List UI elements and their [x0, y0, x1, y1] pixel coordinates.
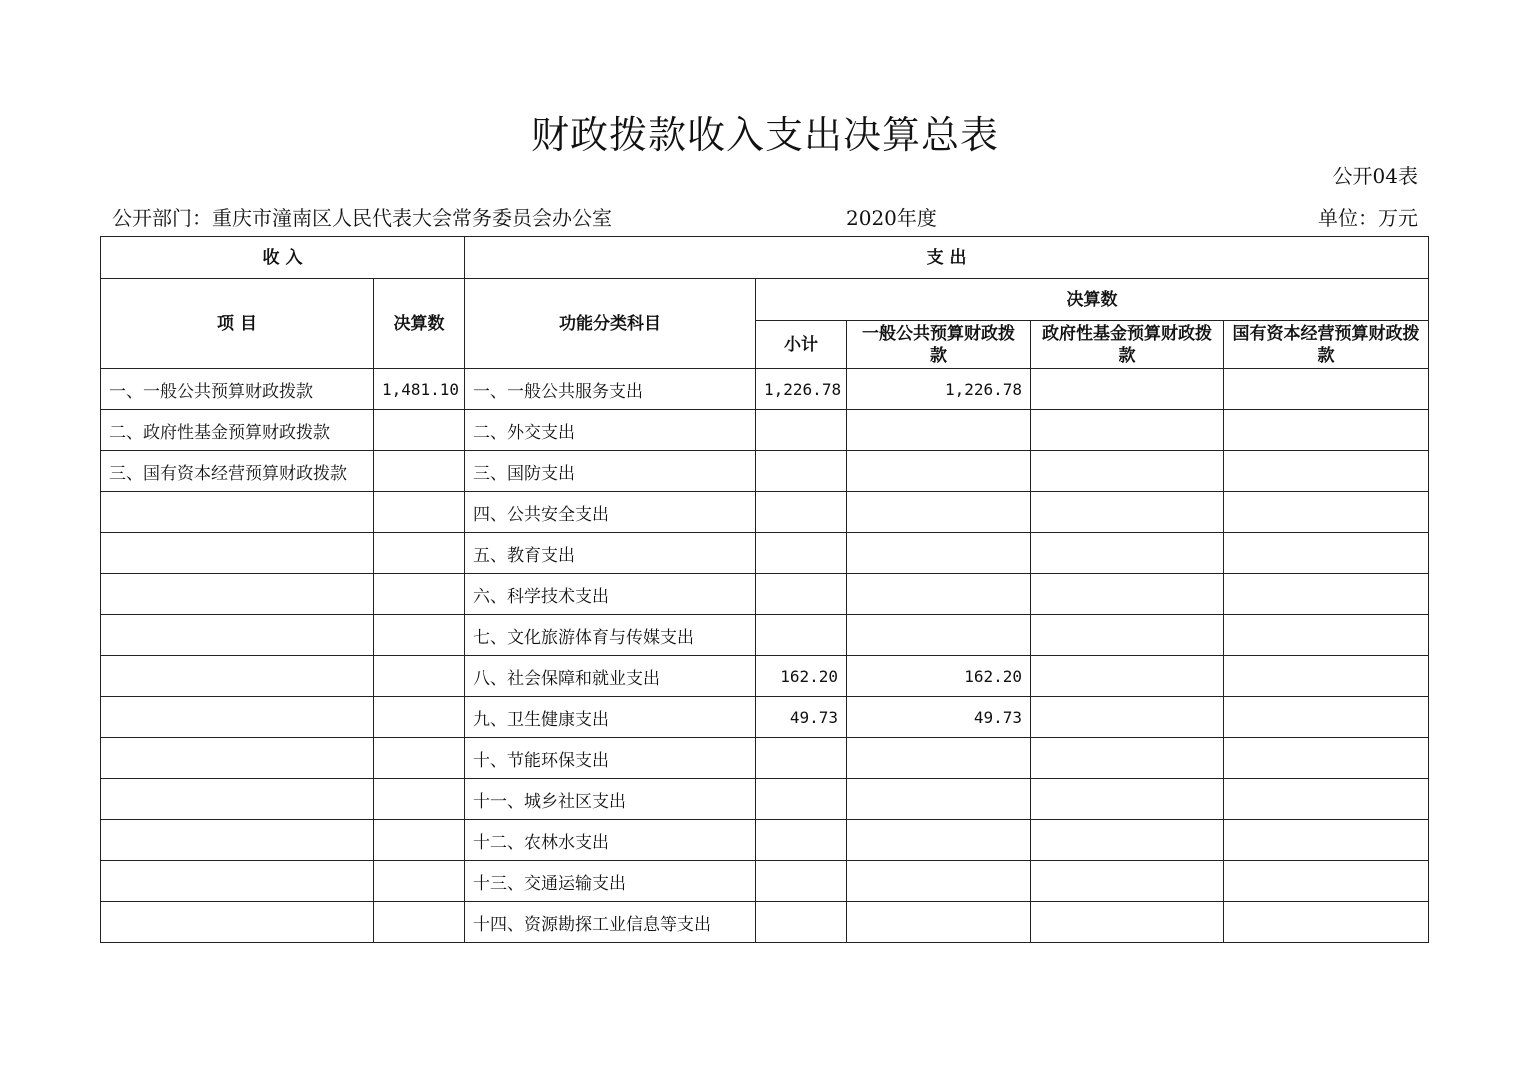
income-item-cell — [101, 861, 374, 902]
state-capital-cell — [1224, 533, 1429, 574]
budget-table — [100, 236, 1429, 943]
general-budget-cell: 162.20 — [847, 656, 1031, 697]
state-capital-cell — [1224, 697, 1429, 738]
item-header: 项 目 — [101, 279, 374, 369]
gov-fund-cell — [1031, 697, 1224, 738]
gov-fund-header: 政府性基金预算财政拨款 — [1031, 321, 1224, 369]
subtotal-cell — [756, 902, 847, 943]
category-cell: 十一、城乡社区支出 — [465, 779, 756, 820]
category-cell: 十三、交通运输支出 — [465, 861, 756, 902]
subtotal-header: 小计 — [756, 321, 847, 369]
income-amount-header: 决算数 — [374, 279, 465, 369]
income-item-cell: 一、一般公共预算财政拨款 — [101, 369, 374, 410]
subtotal-cell — [756, 533, 847, 574]
state-capital-cell — [1224, 738, 1429, 779]
general-budget-cell: 1,226.78 — [847, 369, 1031, 410]
page-title: 财政拨款收入支出决算总表 — [530, 113, 999, 157]
subtotal-cell — [756, 451, 847, 492]
state-capital-cell — [1224, 574, 1429, 615]
table-row — [101, 451, 1429, 492]
table-row — [101, 779, 1429, 820]
income-amount-cell — [374, 533, 465, 574]
income-amount-cell: 1,481.10 — [374, 369, 465, 410]
category-cell: 三、国防支出 — [465, 451, 756, 492]
table-row — [101, 902, 1429, 943]
general-budget-cell — [847, 861, 1031, 902]
category-cell: 七、文化旅游体育与传媒支出 — [465, 615, 756, 656]
general-budget-cell — [847, 738, 1031, 779]
income-amount-cell — [374, 574, 465, 615]
function-category-header: 功能分类科目 — [465, 279, 756, 369]
subtotal-cell — [756, 861, 847, 902]
state-capital-cell — [1224, 902, 1429, 943]
table-row — [101, 533, 1429, 574]
gov-fund-cell — [1031, 574, 1224, 615]
general-budget-cell — [847, 820, 1031, 861]
category-cell: 六、科学技术支出 — [465, 574, 756, 615]
subtotal-cell — [756, 492, 847, 533]
table-row — [101, 574, 1429, 615]
department-label: 公开部门：重庆市潼南区人民代表大会常务委员会办公室 — [112, 206, 612, 230]
income-amount-cell — [374, 656, 465, 697]
income-item-cell — [101, 902, 374, 943]
general-budget-cell — [847, 492, 1031, 533]
gov-fund-cell — [1031, 369, 1224, 410]
general-budget-cell — [847, 410, 1031, 451]
table-row — [101, 369, 1429, 410]
income-item-cell: 三、国有资本经营预算财政拨款 — [101, 451, 374, 492]
subtotal-cell — [756, 574, 847, 615]
table-row — [101, 738, 1429, 779]
table-row — [101, 861, 1429, 902]
gov-fund-cell — [1031, 656, 1224, 697]
subtotal-cell — [756, 738, 847, 779]
income-amount-cell — [374, 902, 465, 943]
state-capital-header: 国有资本经营预算财政拨款 — [1224, 321, 1429, 369]
category-cell: 八、社会保障和就业支出 — [465, 656, 756, 697]
table-row — [101, 410, 1429, 451]
income-item-cell — [101, 615, 374, 656]
general-budget-cell: 49.73 — [847, 697, 1031, 738]
state-capital-cell — [1224, 820, 1429, 861]
subtotal-cell — [756, 410, 847, 451]
income-amount-cell — [374, 861, 465, 902]
state-capital-cell — [1224, 615, 1429, 656]
category-cell: 九、卫生健康支出 — [465, 697, 756, 738]
category-cell: 十二、农林水支出 — [465, 820, 756, 861]
expense-amount-header: 决算数 — [756, 279, 1429, 321]
subtotal-cell — [756, 779, 847, 820]
income-amount-cell — [374, 615, 465, 656]
income-amount-cell — [374, 697, 465, 738]
gov-fund-cell — [1031, 820, 1224, 861]
table-row — [101, 697, 1429, 738]
category-cell: 十四、资源勘探工业信息等支出 — [465, 902, 756, 943]
state-capital-cell — [1224, 656, 1429, 697]
state-capital-cell — [1224, 369, 1429, 410]
table-row — [101, 820, 1429, 861]
income-amount-cell — [374, 738, 465, 779]
income-amount-cell — [374, 779, 465, 820]
subtotal-cell: 162.20 — [756, 656, 847, 697]
income-header: 收 入 — [101, 237, 465, 279]
gov-fund-cell — [1031, 451, 1224, 492]
subtotal-cell: 1,226.78 — [756, 369, 847, 410]
income-amount-cell — [374, 492, 465, 533]
gov-fund-cell — [1031, 779, 1224, 820]
subtotal-cell — [756, 615, 847, 656]
subtotal-cell — [756, 820, 847, 861]
income-item-cell — [101, 820, 374, 861]
income-item-cell — [101, 656, 374, 697]
general-budget-cell — [847, 533, 1031, 574]
income-item-cell: 二、政府性基金预算财政拨款 — [101, 410, 374, 451]
income-amount-cell — [374, 820, 465, 861]
gov-fund-cell — [1031, 738, 1224, 779]
gov-fund-cell — [1031, 902, 1224, 943]
gov-fund-cell — [1031, 615, 1224, 656]
category-cell: 二、外交支出 — [465, 410, 756, 451]
income-item-cell — [101, 738, 374, 779]
gov-fund-cell — [1031, 861, 1224, 902]
general-budget-cell — [847, 615, 1031, 656]
state-capital-cell — [1224, 451, 1429, 492]
category-cell: 四、公共安全支出 — [465, 492, 756, 533]
expense-header: 支 出 — [465, 237, 1429, 279]
table-row — [101, 656, 1429, 697]
unit-label: 单位：万元 — [1318, 206, 1418, 230]
category-cell: 十、节能环保支出 — [465, 738, 756, 779]
income-item-cell — [101, 779, 374, 820]
fiscal-year: 2020年度 — [846, 206, 937, 230]
gov-fund-cell — [1031, 410, 1224, 451]
gov-fund-cell — [1031, 533, 1224, 574]
general-budget-cell — [847, 574, 1031, 615]
general-budget-cell — [847, 451, 1031, 492]
subtotal-cell: 49.73 — [756, 697, 847, 738]
state-capital-cell — [1224, 779, 1429, 820]
table-row — [101, 492, 1429, 533]
income-item-cell — [101, 697, 374, 738]
state-capital-cell — [1224, 492, 1429, 533]
general-budget-cell — [847, 902, 1031, 943]
income-item-cell — [101, 574, 374, 615]
gov-fund-cell — [1031, 492, 1224, 533]
income-item-cell — [101, 533, 374, 574]
state-capital-cell — [1224, 410, 1429, 451]
state-capital-cell — [1224, 861, 1429, 902]
income-amount-cell — [374, 410, 465, 451]
category-cell: 五、教育支出 — [465, 533, 756, 574]
general-budget-cell — [847, 779, 1031, 820]
general-budget-header: 一般公共预算财政拨款 — [847, 321, 1031, 369]
table-row — [101, 615, 1429, 656]
category-cell: 一、一般公共服务支出 — [465, 369, 756, 410]
income-amount-cell — [374, 451, 465, 492]
form-number: 公开04表 — [1332, 164, 1418, 188]
income-item-cell — [101, 492, 374, 533]
